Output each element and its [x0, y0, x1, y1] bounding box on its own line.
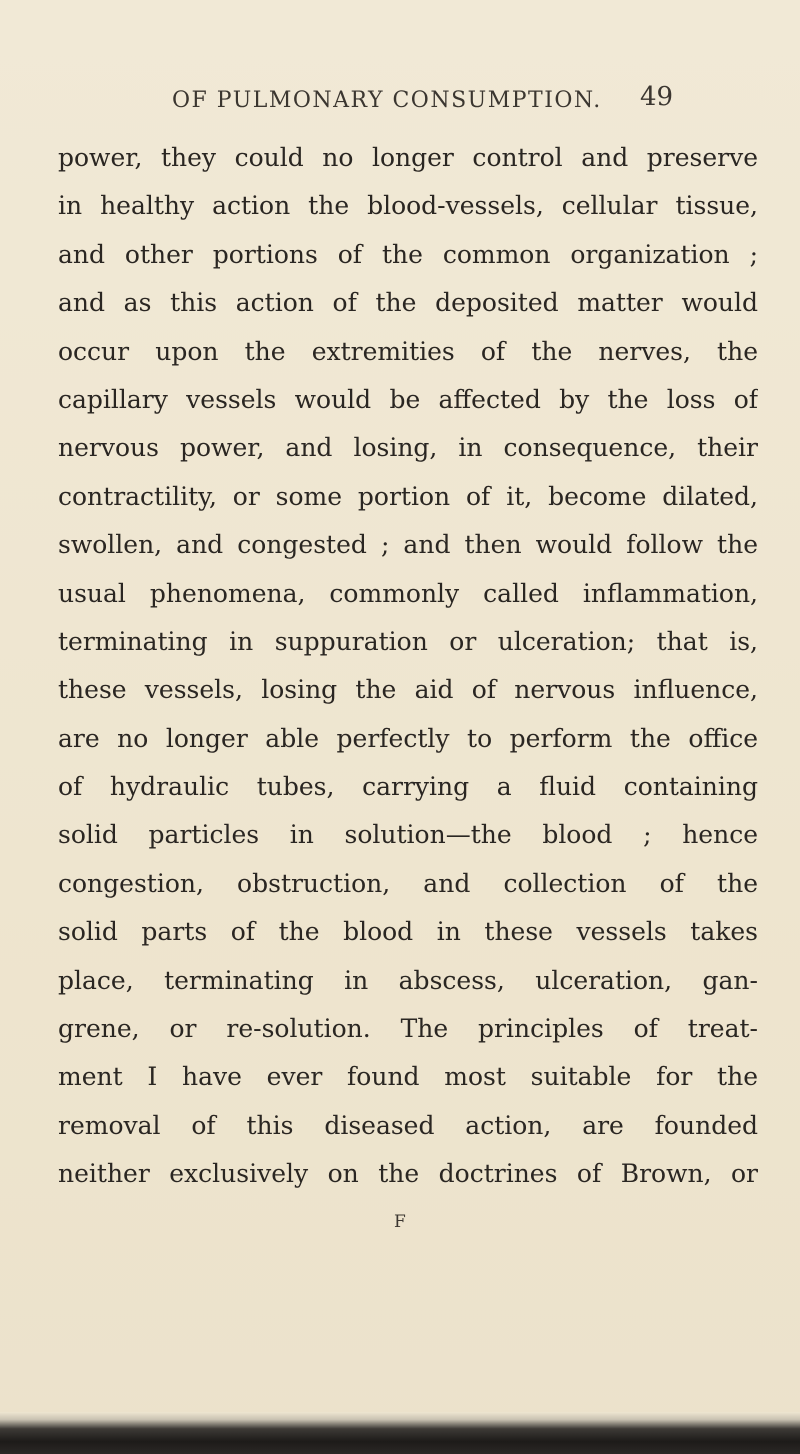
text-line: of hydraulic tubes, carrying a fluid containing: [58, 772, 758, 802]
text-line: swollen, and congested ; and then would follow the: [58, 530, 758, 560]
text-line: power, they could no longer control and preserve: [58, 143, 758, 172]
running-head: OF PULMONARY CONSUMPTION.: [172, 88, 602, 113]
text-line: and as this action of the deposited matter would: [58, 288, 758, 318]
text-line: congestion, obstruction, and collection of the: [58, 868, 758, 898]
text-line: are no longer able perfectly to perform the office: [58, 723, 758, 753]
text-line: removal of this diseased action, are founded: [58, 1110, 758, 1140]
text-line: place, terminating in abscess, ulceration, gan-: [58, 965, 758, 995]
text-line: grene, or re-solution. The principles of treat-: [58, 1014, 758, 1044]
text-line: capillary vessels would be affected by the loss of: [58, 384, 758, 414]
text-line: nervous power, and losing, in consequence, their: [58, 433, 758, 463]
text-line: these vessels, losing the aid of nervous influence,: [58, 675, 758, 705]
text-line: and other portions of the common organization ;: [58, 239, 758, 269]
text-line: occur upon the extremities of the nerves, the: [58, 336, 758, 366]
text-line: contractility, or some portion of it, become dilated,: [58, 481, 758, 511]
text-line: ment I have ever found most suitable for the: [58, 1062, 758, 1092]
text-line: in healthy action the blood-vessels, cellular tissue,: [58, 191, 758, 221]
page-edge-shadow: [0, 1412, 800, 1454]
body-text: [58, 134, 758, 1199]
text-line: neither exclusively on the doctrines of Brown, or: [58, 1159, 758, 1189]
text-line: terminating in suppuration or ulceration; that is,: [58, 626, 758, 656]
text-line: usual phenomena, commonly called inflammation,: [58, 578, 758, 608]
page-number: 49: [640, 82, 674, 112]
signature-mark: F: [394, 1212, 406, 1232]
text-line: solid parts of the blood in these vessels takes: [58, 917, 758, 947]
text-line: solid particles in solution—the blood ; hence: [58, 820, 758, 850]
